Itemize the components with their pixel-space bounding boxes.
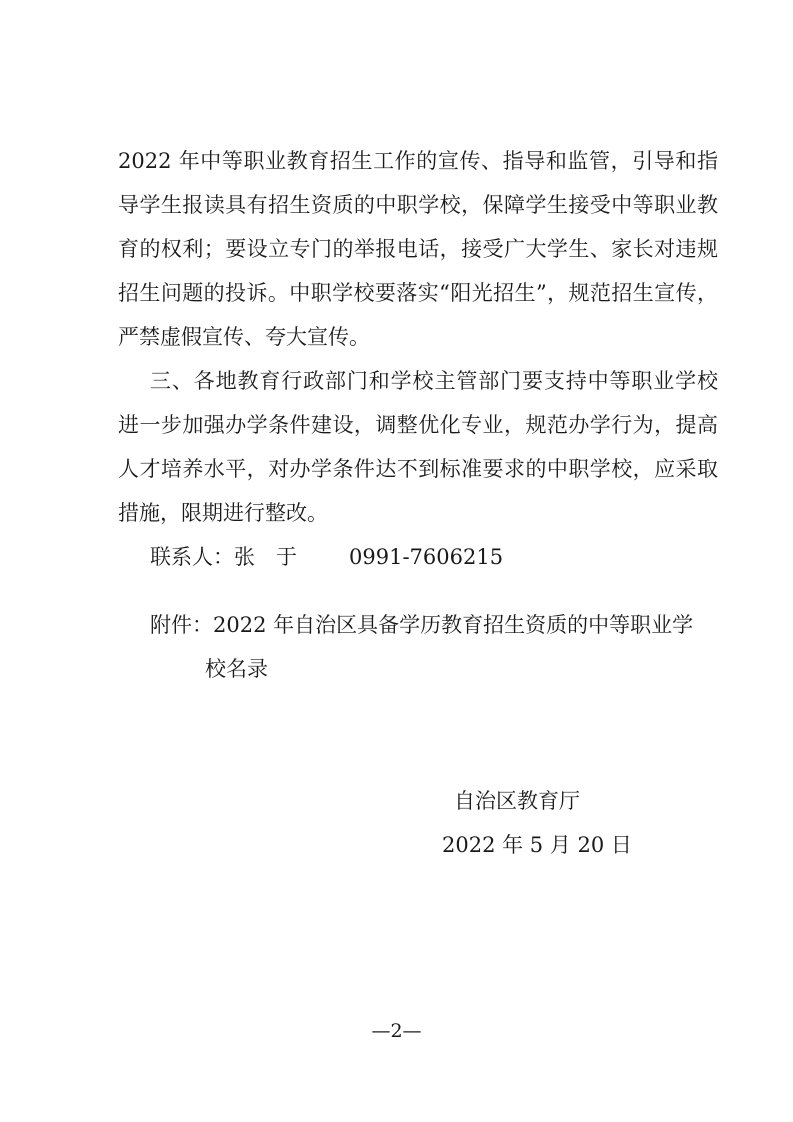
paragraph-1-line-3: 育的权利；要设立专门的举报电话，接受广大学生、家长对违规 [118, 237, 718, 261]
paragraph-2-line-1: 三、各地教育行政部门和学校主管部门要支持中等职业学校 [150, 369, 718, 393]
attachment-line-2: 校名录 [205, 657, 268, 681]
paragraph-2-line-4: 措施，限期进行整改。 [118, 501, 328, 525]
paragraph-2-line-3: 人才培养水平，对办学条件达不到标准要求的中职学校，应采取 [118, 457, 718, 481]
paragraph-1-line-5: 严禁虚假宣传、夸大宣传。 [118, 325, 370, 349]
paragraph-1-line-4: 招生问题的投诉。中职学校要落实“阳光招生”，规范招生宣传， [118, 281, 718, 305]
issue-date: 2022 年 5 月 20 日 [442, 833, 632, 857]
contact-phone: 0991-7606215 [349, 545, 504, 569]
paragraph-2-line-2: 进一步加强办学条件建设，调整优化专业，规范办学行为，提高 [118, 413, 718, 437]
attachment-line-1: 附件：2022 年自治区具备学历教育招生资质的中等职业学 [150, 613, 694, 637]
contact-line [150, 542, 503, 572]
paragraph-1-line-1: 2022 年中等职业教育招生工作的宣传、指导和监管，引导和指 [118, 149, 718, 173]
page-number: —2— [371, 1020, 422, 1042]
contact-label: 联系人：张 于 [150, 545, 297, 569]
paragraph-1-line-2: 导学生报读具有招生资质的中职学校，保障学生接受中等职业教 [118, 193, 718, 217]
issuer-name: 自治区教育厅 [454, 789, 580, 813]
